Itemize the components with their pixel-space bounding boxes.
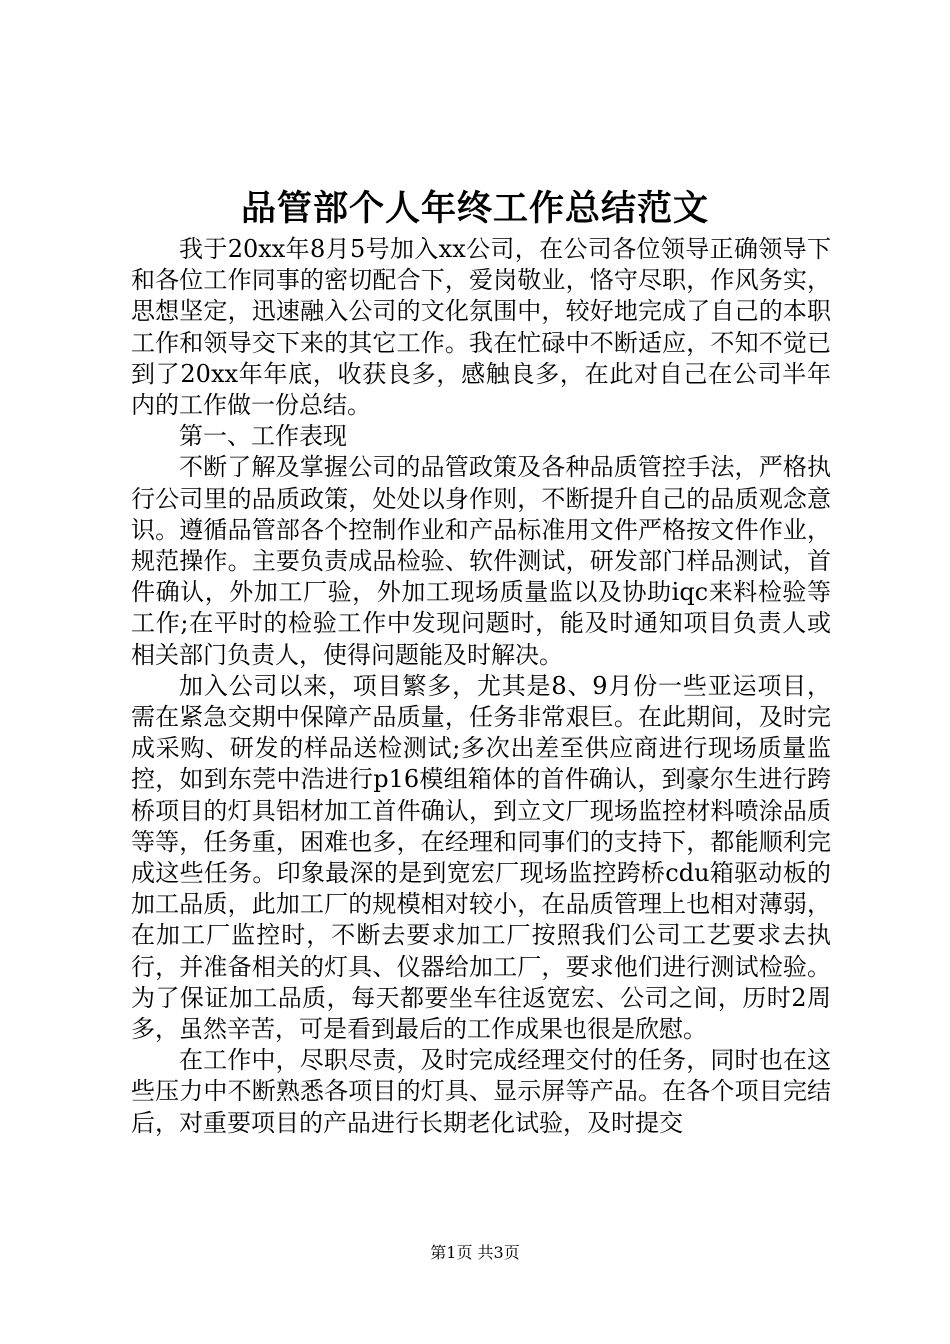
document-title: 品管部个人年终工作总结范文 [240,188,709,229]
document-body [131,234,831,1139]
paragraph-projects: 加入公司以来，项目繁多，尤其是8、9月份一些亚运项目，需在紧急交期中保障产品质量，任务非常艰巨。在此期间，及时完成采购、研发的样品送检测试;多次出差至供应商进行现场质量监控，如到东莞中浩进行p16模组箱体的首件确认，到豪尔生进行跨桥项目的灯具铝材加工首件确认，到立文厂现场监控材料喷涂品质等等，任务重，困难也多，在经理和同事们的支持下，都能顺利完成这些任务。印象最深的是到宽宏厂现场监控跨桥cdu箱驱动板的加工品质，此加工厂的规模相对较小，在品质管理上也相对薄弱，在加工厂监控时，不断去要求加工厂按照我们公司工艺要求去执行，并准备相关的灯具、仪器给加工厂，要求他们进行测试检验。为了保证加工品质，每天都要坐车往返宽宏、公司之间，历时2周多，虽然辛苦，可是看到最后的工作成果也很是欣慰。 [131,671,831,1044]
paragraph-duties: 在工作中，尽职尽责，及时完成经理交付的任务，同时也在这些压力中不断熟悉各项目的灯具、显示屏等产品。在各个项目完结后，对重要项目的产品进行长期老化试验，及时提交 [131,1046,831,1137]
paragraph-intro: 我于20xx年8月5号加入xx公司，在公司各位领导正确领导下和各位工作同事的密切配合下，爱岗敬业，恪守尽职，作风务实，思想坚定，迅速融入公司的文化氛围中，较好地完成了自己的本职工作和领导交下来的其它工作。我在忙碌中不断适应，不知不觉已到了20xx年年底，收获良多，感触良多，在此对自己在公司半年内的工作做一份总结。 [131,235,831,420]
section-heading: 第一、工作表现 [179,422,347,451]
page-footer: 第1页 共3页 [430,1243,520,1262]
paragraph-work-performance: 不断了解及掌握公司的品管政策及各种品质管控手法，严格执行公司里的品质政策，处处以身作则，不断提升自己的品质观念意识。遵循品管部各个控制作业和产品标准用文件严格按文件作业，规范操作。主要负责成品检验、软件测试，研发部门样品测试，首件确认，外加工厂验，外加工现场质量监以及协助iqc来料检验等工作;在平时的检验工作中发现问题时，能及时通知项目负责人或相关部门负责人，使得问题能及时解决。 [131,453,831,669]
